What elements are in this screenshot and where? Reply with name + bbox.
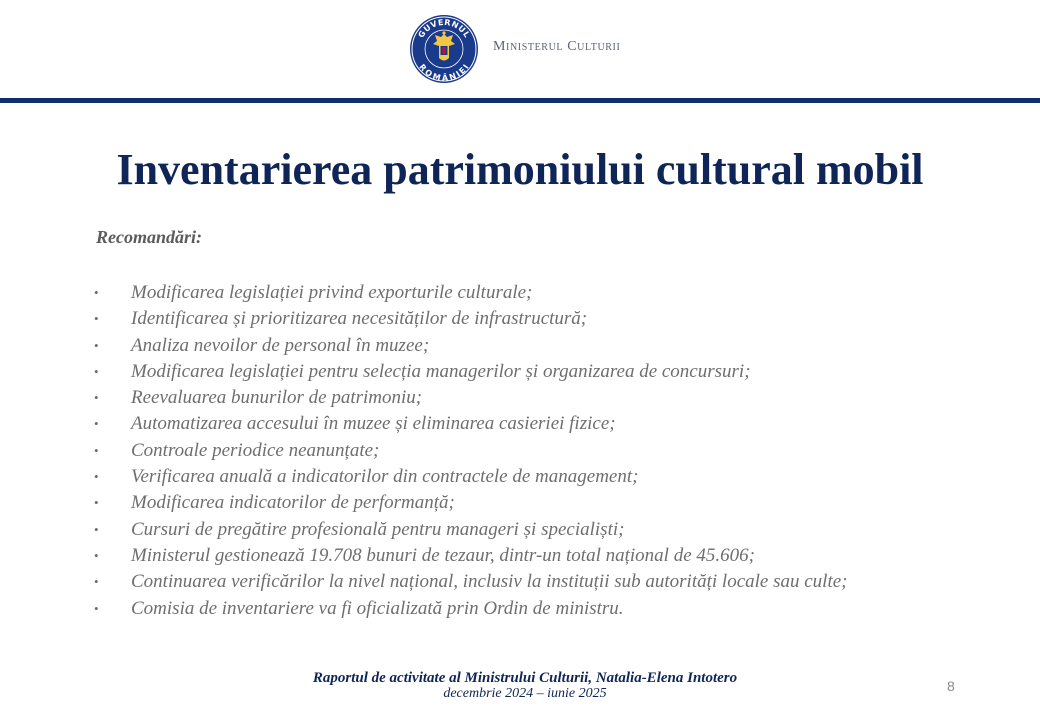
- list-item-text: Ministerul gestionează 19.708 bunuri de tezaur, dintr-un total național de 45.606;: [131, 544, 755, 566]
- list-item-text: Cursuri de pregătire profesională pentru manageri și specialiști;: [131, 518, 625, 540]
- list-item-text: Continuarea verificărilor la nivel național, inclusiv la instituții sub autorități locale sau culte;: [131, 571, 848, 593]
- list-item: [90, 280, 990, 306]
- bullet-icon: •: [94, 495, 99, 511]
- list-item-text: Comisia de inventariere va fi oficializată prin Ordin de ministru.: [131, 597, 624, 619]
- slide-header: [0, 0, 1040, 98]
- list-item: [90, 490, 990, 516]
- list-item: [90, 517, 990, 543]
- svg-text:ROMÂNIEI: ROMÂNIEI: [417, 62, 471, 83]
- list-item-text: Automatizarea accesului în muzee și eliminarea casieriei fizice;: [131, 413, 616, 435]
- header-divider-bar: [0, 98, 1040, 103]
- list-item: [90, 543, 990, 569]
- bullet-icon: •: [94, 390, 99, 406]
- bullet-icon: •: [94, 337, 99, 353]
- list-item-text: Verificarea anuală a indicatorilor din contractele de management;: [131, 466, 639, 488]
- list-item: [90, 438, 990, 464]
- bullet-icon: •: [94, 363, 99, 379]
- list-item: [90, 411, 990, 437]
- list-item-text: Reevaluarea bunurilor de patrimoniu;: [131, 387, 423, 409]
- bullet-icon: •: [94, 311, 99, 327]
- list-item-text: Controale periodice neanunțate;: [131, 439, 380, 461]
- recommendations-list: [90, 280, 990, 622]
- bullet-icon: •: [94, 442, 99, 458]
- bullet-icon: •: [94, 600, 99, 616]
- list-item-text: Modificarea indicatorilor de performanță;: [131, 492, 455, 514]
- list-item: [90, 596, 990, 622]
- bullet-icon: •: [94, 469, 99, 485]
- bullet-icon: •: [94, 521, 99, 537]
- bullet-icon: •: [94, 574, 99, 590]
- government-seal-logo: [409, 14, 479, 84]
- ministry-name: Ministerul Culturii: [493, 39, 621, 54]
- svg-text:GUVERNUL: GUVERNUL: [416, 17, 472, 40]
- slide-title: Inventarierea patrimoniului cultural mobil: [116, 145, 924, 194]
- page-number: 8: [947, 678, 955, 694]
- list-item-text: Identificarea și prioritizarea necesităților de infrastructură;: [131, 308, 588, 330]
- list-item: [90, 569, 990, 595]
- recommendations-heading: Recomandări:: [96, 227, 202, 247]
- list-item: [90, 359, 990, 385]
- list-item-text: Analiza nevoilor de personal în muzee;: [131, 334, 430, 356]
- list-item: [90, 464, 990, 490]
- list-item: [90, 385, 990, 411]
- bullet-icon: •: [94, 285, 99, 300]
- footer-period: decembrie 2024 – iunie 2025: [443, 686, 607, 701]
- list-item-text: Modificarea legislației privind exporturile culturale;: [131, 282, 533, 303]
- bullet-icon: •: [94, 547, 99, 563]
- list-item: [90, 333, 990, 359]
- list-item-text: Modificarea legislației pentru selecția managerilor și organizarea de concursuri;: [131, 360, 751, 382]
- list-item: [90, 306, 990, 332]
- footer-report-title: Raportul de activitate al Ministrului Culturii, Natalia-Elena Intotero: [312, 670, 738, 686]
- bullet-icon: •: [94, 416, 99, 432]
